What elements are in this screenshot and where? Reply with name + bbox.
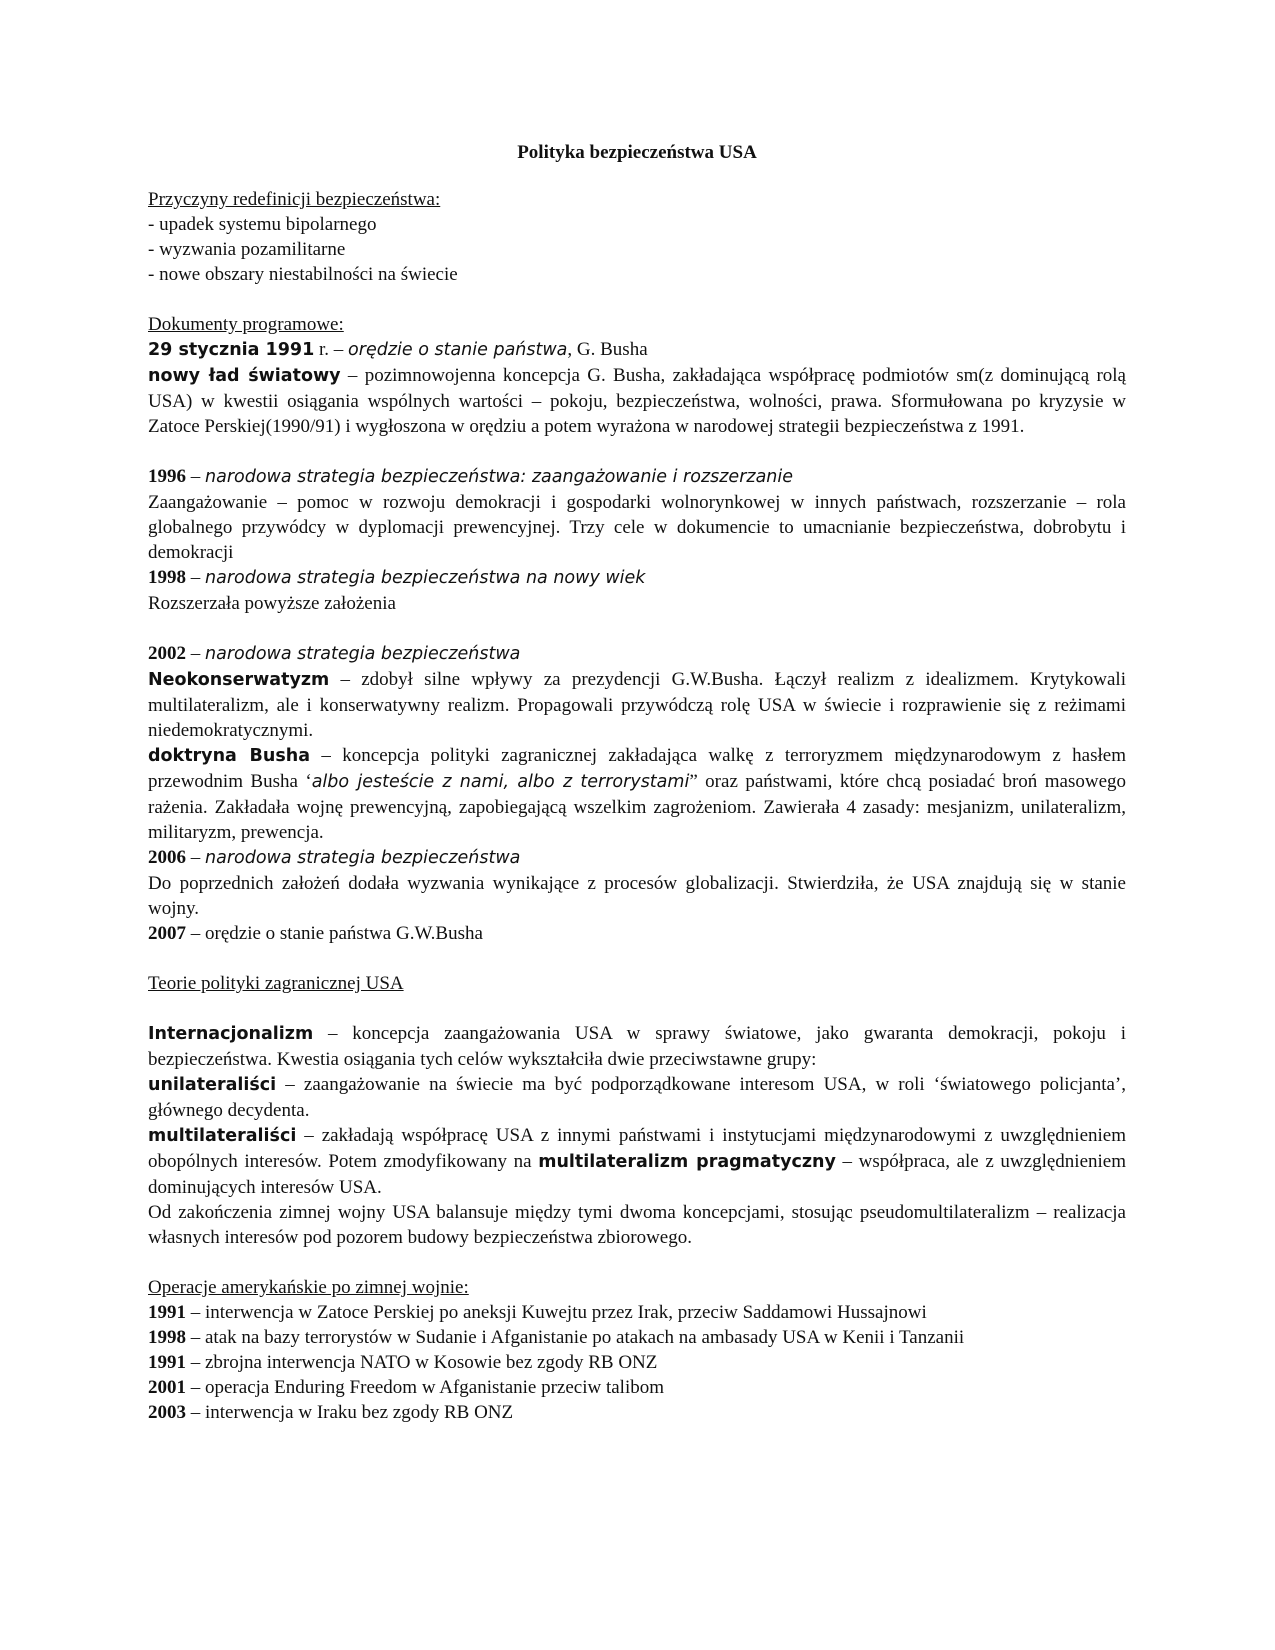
- entry-dash: –: [186, 643, 205, 664]
- term: multilateraliści: [148, 1126, 297, 1146]
- entry-doc: narodowa strategia bezpieczeństwa: [205, 848, 521, 868]
- operation-year: 1991: [148, 1352, 186, 1373]
- entry-1998: [148, 565, 1126, 591]
- spacer: [148, 946, 1126, 971]
- paragraph-text: – zaangażowanie na świecie ma być podporządkowane interesom USA, w roli ‘światowego policjanta’, głównego decydenta.: [148, 1074, 1126, 1121]
- multi-paragraph: [148, 1123, 1126, 1200]
- operation-year: 2003: [148, 1402, 186, 1423]
- doktryna-paragraph: [148, 743, 1126, 845]
- entry-year: 2007: [148, 923, 186, 944]
- term: Neokonserwatyzm: [148, 670, 330, 690]
- entry-dash: –: [186, 466, 205, 487]
- entry-doc: narodowa strategia bezpieczeństwa na nowy wiek: [205, 568, 646, 588]
- nowy-lad-paragraph: [148, 363, 1126, 439]
- operation-year: 2001: [148, 1377, 186, 1398]
- documents-section: [148, 312, 1126, 946]
- term: multilateralizm pragmatyczny: [538, 1152, 836, 1172]
- operation-item: [148, 1375, 1126, 1400]
- intl-paragraph: [148, 1021, 1126, 1072]
- theories-heading: Teorie polityki zagranicznej USA: [148, 973, 404, 994]
- entry-text: – orędzie o stanie państwa G.W.Busha: [186, 923, 483, 944]
- operation-year: 1998: [148, 1327, 186, 1348]
- operation-text: – atak na bazy terrorystów w Sudanie i Afganistanie po atakach na ambasady USA w Kenii i Tanzanii: [186, 1327, 965, 1348]
- operation-item: [148, 1300, 1126, 1325]
- entry-doc: narodowa strategia bezpieczeństwa: [205, 644, 521, 664]
- causes-item: - nowe obszary niestabilności na świecie: [148, 264, 458, 285]
- entry-2006-text: Do poprzednich założeń dodała wyzwania wynikające z procesów globalizacji. Stwierdziła, że USA znajdują się w stanie wojny.: [148, 873, 1126, 919]
- paragraph-text: – zdobył silne wpływy za prezydencji G.W.Busha. Łączył realizm z idealizmem. Krytykowali multilateralizm, ale i konserwatywny realizm. Propagowali przywódczą rolę USA w świecie i rozprawienie się z reżimami niedemokratycznymi.: [148, 669, 1126, 741]
- entry-doc: orędzie o stanie państwa: [348, 340, 568, 360]
- paragraph-text: ” oraz państwami, które chcą posiadać broń masowego rażenia. Zakładała wojnę prewencyjną, zapobiegającą wszelkim zagrożeniom. Zawierała 4 zasady: mesjanizm, unilateralizm, militaryzm, prewencja.: [148, 771, 1126, 843]
- entry-dash: –: [186, 847, 205, 868]
- entry-year: 1998: [148, 567, 186, 588]
- entry-year: 2002: [148, 643, 186, 664]
- causes-item: - wyzwania pozamilitarne: [148, 239, 346, 260]
- documents-heading: Dokumenty programowe:: [148, 314, 344, 335]
- uni-paragraph: [148, 1072, 1126, 1123]
- operation-item: [148, 1325, 1126, 1350]
- theories-section: [148, 971, 1126, 1250]
- operations-heading: Operacje amerykańskie po zimnej wojnie:: [148, 1277, 469, 1298]
- paragraph-text: – zakładają współpracę USA z innymi państwami i instytucjami międzynarodowymi z uwzględnieniem obopólnych interesów. Potem zmodyfikowany na: [148, 1125, 1126, 1172]
- causes-section: [148, 187, 1126, 287]
- operation-item: [148, 1400, 1126, 1425]
- entry-dash: –: [186, 567, 205, 588]
- entry-date: 29 stycznia 1991: [148, 340, 315, 360]
- entry-2007: [148, 921, 1126, 946]
- entry-doc: narodowa strategia bezpieczeństwa: zaangażowanie i rozszerzanie: [205, 467, 794, 487]
- entry-1991: [148, 337, 1126, 363]
- paragraph-text: – współpraca, ale z uwzględnieniem dominujących interesów USA.: [148, 1151, 1126, 1198]
- operation-text: – operacja Enduring Freedom w Afganistanie przeciw talibom: [186, 1377, 665, 1398]
- causes-heading: Przyczyny redefinicji bezpieczeństwa:: [148, 189, 441, 210]
- operation-text: – interwencja w Zatoce Perskiej po aneksji Kuwejtu przez Irak, przeciw Saddamowi Hussajnowi: [186, 1302, 927, 1323]
- entry-1998-text: Rozszerzała powyższe założenia: [148, 593, 396, 614]
- term: Internacjonalizm: [148, 1024, 314, 1044]
- document-page: [148, 140, 1126, 1425]
- operation-text: – zbrojna interwencja NATO w Kosowie bez zgody RB ONZ: [186, 1352, 658, 1373]
- term: nowy ład światowy: [148, 366, 341, 386]
- causes-item: - upadek systemu bipolarnego: [148, 214, 377, 235]
- paragraph-text: – koncepcja polityki zagranicznej zakładająca walkę z terroryzmem międzynarodowym z hasłem przewodnim Busha ‘: [148, 745, 1126, 792]
- term: doktryna Busha: [148, 746, 311, 766]
- operation-item: [148, 1350, 1126, 1375]
- spacer: [148, 1250, 1126, 1275]
- entry-1996-text: Zaangażowanie – pomoc w rozwoju demokracji i gospodarki wolnorynkowej w innych państwach, rozszerzanie – rola globalnego przywódcy w dyplomacji prewencyjnej. Trzy cele w dokumencie to umacnianie bezpieczeństwa, dobrobytu i demokracji: [148, 492, 1126, 563]
- paragraph-text: – koncepcja zaangażowania USA w sprawy światowe, jako gwaranta demokracji, pokoju i bezpieczeństwa. Kwestia osiągania tych celów wykształciła dwie przeciwstawne grupy:: [148, 1023, 1126, 1070]
- entry-year: 1996: [148, 466, 186, 487]
- entry-r: r. –: [314, 339, 349, 360]
- quote: albo jesteście z nami, albo z terrorystami: [311, 772, 690, 792]
- operation-year: 1991: [148, 1302, 186, 1323]
- term: unilateraliści: [148, 1075, 277, 1095]
- operation-text: – interwencja w Iraku bez zgody RB ONZ: [186, 1402, 514, 1423]
- entry-1996: [148, 464, 1126, 490]
- document-title: Polityka bezpieczeństwa USA: [517, 142, 757, 163]
- entry-2002: [148, 641, 1126, 667]
- operations-section: [148, 1275, 1126, 1425]
- spacer: [148, 996, 1126, 1021]
- spacer: [148, 287, 1126, 312]
- theories-conclusion: Od zakończenia zimnej wojny USA balansuje między tymi dwoma koncepcjami, stosując pseudomultilateralizm – realizacja własnych interesów pod pozorem budowy bezpieczeństwa zbiorowego.: [148, 1202, 1126, 1248]
- spacer: [148, 439, 1126, 464]
- neokon-paragraph: [148, 667, 1126, 743]
- entry-rest: , G. Busha: [567, 339, 648, 360]
- entry-year: 2006: [148, 847, 186, 868]
- spacer: [148, 616, 1126, 641]
- entry-2006: [148, 845, 1126, 871]
- paragraph-text: – pozimnowojenna koncepcja G. Busha, zakładająca współpracę podmiotów sm(z dominującą rolą USA) w kwestii osiągania wspólnych wartości – pokoju, bezpieczeństwa, wolności, prawa. Sformułowana po kryzysie w Zatoce Perskiej(1990/91) i wygłoszona w orędziu a potem wyrażona w narodowej strategii bezpieczeństwa z 1991.: [148, 365, 1126, 437]
